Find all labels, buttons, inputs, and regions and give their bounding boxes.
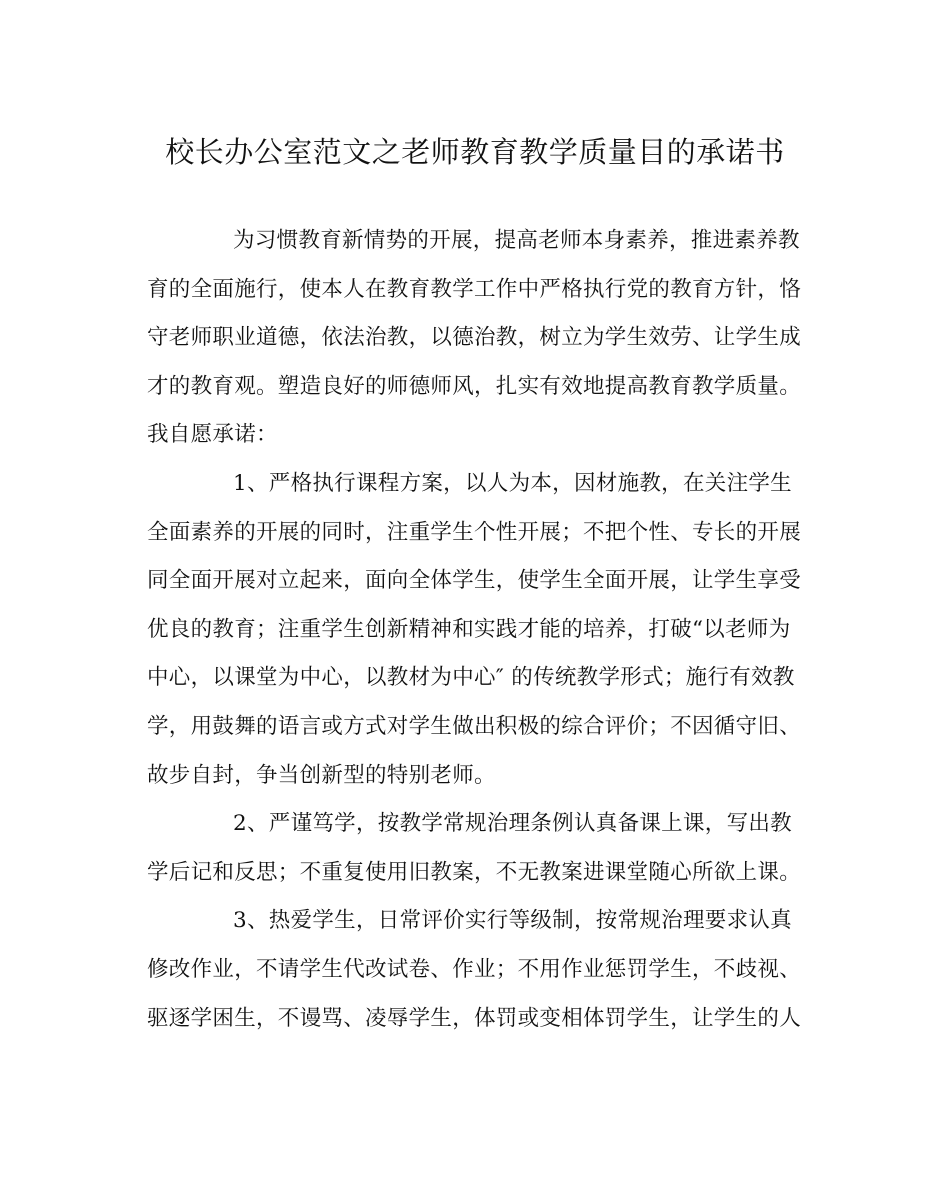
paragraph-line: 同全面开展对立起来，面向全体学生，使学生全面开展，让学生享受 [147, 568, 802, 594]
paragraph-line: 学后记和反思；不重复使用旧教案，不无教案进课堂随心所欲上课。 [147, 859, 802, 885]
paragraph-line: 1、严格执行课程方案，以人为本，因材施教，在关注学生 [233, 470, 792, 496]
paragraph-line: 3、热爱学生，日常评价实行等级制，按常规治理要求认真 [233, 908, 792, 934]
document-body [147, 217, 807, 1043]
paragraph-line: 故步自封，争当创新型的特别老师。 [147, 762, 496, 788]
paragraph-line: 我自愿承诺： [147, 422, 278, 448]
paragraph-line: 学，用鼓舞的语言或方式对学生做出积极的综合评价；不因循守旧、 [147, 713, 802, 739]
paragraph-line: 2、严谨笃学，按教学常规治理条例认真备课上课，写出教 [233, 811, 792, 837]
paragraph-line: 育的全面施行，使本人在教育教学工作中严格执行党的教育方针，恪 [147, 276, 802, 302]
paragraph-line: 修改作业，不请学生代改试卷、作业；不用作业惩罚学生，不歧视、 [147, 956, 802, 982]
paragraph-line: 全面素养的开展的同时，注重学生个性开展；不把个性、专长的开展 [147, 519, 802, 545]
paragraph-line: 才的教育观。塑造良好的师德师风，扎实有效地提高教育教学质量。 [147, 373, 802, 399]
paragraph-line: 驱逐学困生，不谩骂、凌辱学生，体罚或变相体罚学生，让学生的人 [147, 1005, 802, 1031]
paragraph-line: 守老师职业道德，依法治教，以德治教，树立为学生效劳、让学生成 [147, 325, 802, 351]
paragraph-line: 中心，以课堂为中心，以教材为中心″ 的传统教学形式；施行有效教 [147, 665, 795, 691]
paragraph-line: 优良的教育；注重学生创新精神和实践才能的培养，打破“以老师为 [147, 616, 791, 642]
paragraph-line: 为习惯教育新情势的开展，提高老师本身素养，推进素养教 [233, 228, 800, 253]
document-title: 校长办公室范文之老师教育教学质量目的承诺书 [165, 135, 785, 169]
